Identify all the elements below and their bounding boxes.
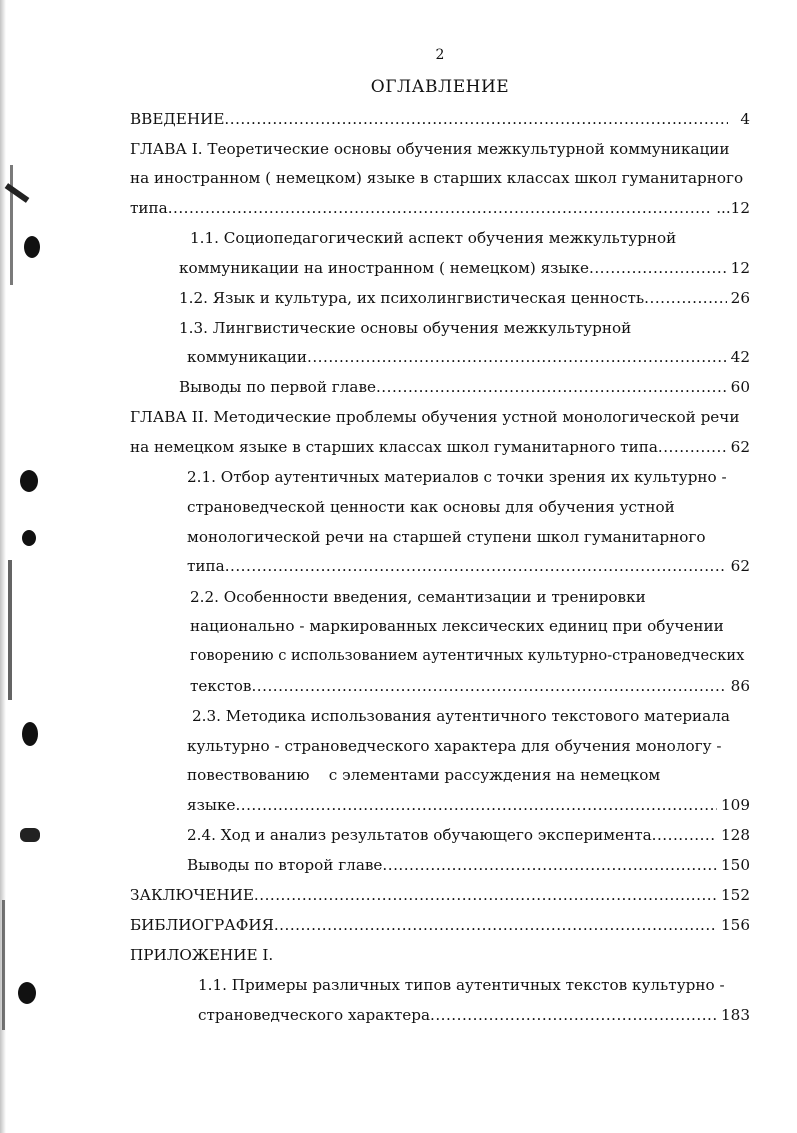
leader-dots (644, 288, 727, 308)
toc-page-number: 128 (721, 826, 750, 844)
binder-hole-mark (22, 722, 38, 746)
toc-section-2-1-line4: типа ..... 62 (187, 556, 750, 576)
toc-appendix-1-1-line2: страноведческого характера ..... 183 (198, 1005, 750, 1025)
toc-entry-intro: ВВЕДЕНИЕ ..... 4 (130, 109, 750, 129)
toc-section-1-3-line1: 1.3. Лингвистические основы обучения межкультурной (179, 319, 632, 337)
toc-page-number: 109 (721, 796, 750, 814)
toc-section-2-1-line1: 2.1. Отбор аутентичных материалов с точки зрения их культурно - (187, 468, 727, 486)
toc-page-number: 152 (721, 886, 750, 904)
toc-page-number: 183 (721, 1006, 750, 1024)
toc-entry-appendix: ПРИЛОЖЕНИЕ I. (130, 946, 274, 964)
toc-appendix-1-1-line1: 1.1. Примеры различных типов аутентичных текстов культурно - (198, 976, 725, 994)
toc-page-number: 60 (730, 378, 750, 396)
toc-entry-bibliography: БИБЛИОГРАФИЯ ..... 156 (130, 915, 750, 935)
leader-dots (307, 347, 727, 367)
leader-dots (225, 556, 727, 576)
toc-section-2-3-line1: 2.3. Методика использования аутентичного текстового материала (192, 707, 730, 725)
leader-dots (376, 377, 727, 397)
toc-section-1-3-line2: коммуникации ..... 42 (187, 347, 750, 367)
scan-artifact (20, 828, 40, 842)
toc-section-2-3-line3: повествованию с элементами рассуждения на немецком (187, 766, 661, 784)
leader-dots (382, 855, 717, 875)
toc-page-number: 12 (730, 259, 750, 277)
toc-section-1-1-line1: 1.1. Социопедагогический аспект обучения межкультурной (190, 229, 677, 247)
page-number: 2 (435, 47, 445, 63)
toc-chapter-1-line2: на иностранном ( немецком) языке в старших классах школ гуманитарного (130, 169, 744, 187)
toc-page-number: ...12 (716, 199, 750, 217)
toc-section-2-2-line4: текстов ..... 86 (190, 676, 750, 696)
toc-section-2-1-line3: монологической речи на старшей ступени школ гуманитарного (187, 528, 706, 546)
leader-dots (658, 437, 727, 457)
toc-chapter-1-line1: ГЛАВА I. Теоретические основы обучения межкультурной коммуникации (130, 140, 730, 158)
scan-artifact (8, 560, 12, 700)
scan-artifact (5, 183, 30, 203)
toc-conclusions-chapter-1: Выводы по первой главе ..... 60 (179, 377, 750, 397)
toc-page-number: 86 (730, 677, 750, 695)
leader-dots (652, 825, 717, 845)
toc-page-number: 62 (730, 557, 750, 575)
toc-section-2-2-line3: говорению с использованием аутентичных культурно-страноведческих (190, 647, 745, 664)
toc-section-2-3-line2: культурно - страноведческого характера для обучения монологу - (187, 737, 722, 755)
toc-page-number: 150 (721, 856, 750, 874)
leader-dots (251, 676, 726, 696)
leader-dots (224, 109, 728, 129)
toc-chapter-2-line1: ГЛАВА II. Методические проблемы обучения устной монологической речи (130, 408, 740, 426)
toc-chapter-2-line2: на немецком языке в старших классах школ гуманитарного типа ..... 62 (130, 437, 750, 457)
scan-artifact (10, 165, 13, 285)
toc-chapter-1-line3: типа ..... ...12 (130, 198, 750, 218)
toc-page-number: 62 (730, 438, 750, 456)
toc-page-number: 156 (721, 916, 750, 934)
toc-section-2-2-line2: национально - маркированных лексических единиц при обучении (190, 617, 724, 635)
leader-dots (168, 198, 712, 218)
leader-dots (430, 1005, 717, 1025)
toc-page-number: 26 (730, 289, 750, 307)
toc-page-number: 4 (740, 110, 750, 128)
toc-section-1-2: 1.2. Язык и культура, их психолингвистическая ценность ..... 26 (179, 288, 750, 308)
binder-hole-mark (22, 530, 36, 546)
toc-section-2-3-line4: языке ..... 109 (187, 795, 750, 815)
leader-dots (254, 885, 717, 905)
page-title: ОГЛАВЛЕНИЕ (370, 77, 510, 97)
toc-conclusions-chapter-2: Выводы по второй главе ..... 150 (187, 855, 750, 875)
toc-section-2-1-line2: страноведческой ценности как основы для обучения устной (187, 498, 675, 516)
toc-section-2-4: 2.4. Ход и анализ результатов обучающего эксперимента ..... 128 (187, 825, 750, 845)
toc-page-number: 42 (730, 348, 750, 366)
leader-dots (274, 915, 717, 935)
binder-hole-mark (18, 982, 36, 1004)
leader-dots (589, 258, 727, 278)
leader-dots (235, 795, 717, 815)
toc-entry-conclusion: ЗАКЛЮЧЕНИЕ ..... 152 (130, 885, 750, 905)
binder-hole-mark (24, 236, 40, 258)
toc-section-1-1-line2: коммуникации на иностранном ( немецком) языке ..... 12 (179, 258, 750, 278)
binder-hole-mark (20, 470, 38, 492)
toc-section-2-2-line1: 2.2. Особенности введения, семантизации и тренировки (190, 588, 646, 606)
scan-artifact (2, 900, 5, 1030)
